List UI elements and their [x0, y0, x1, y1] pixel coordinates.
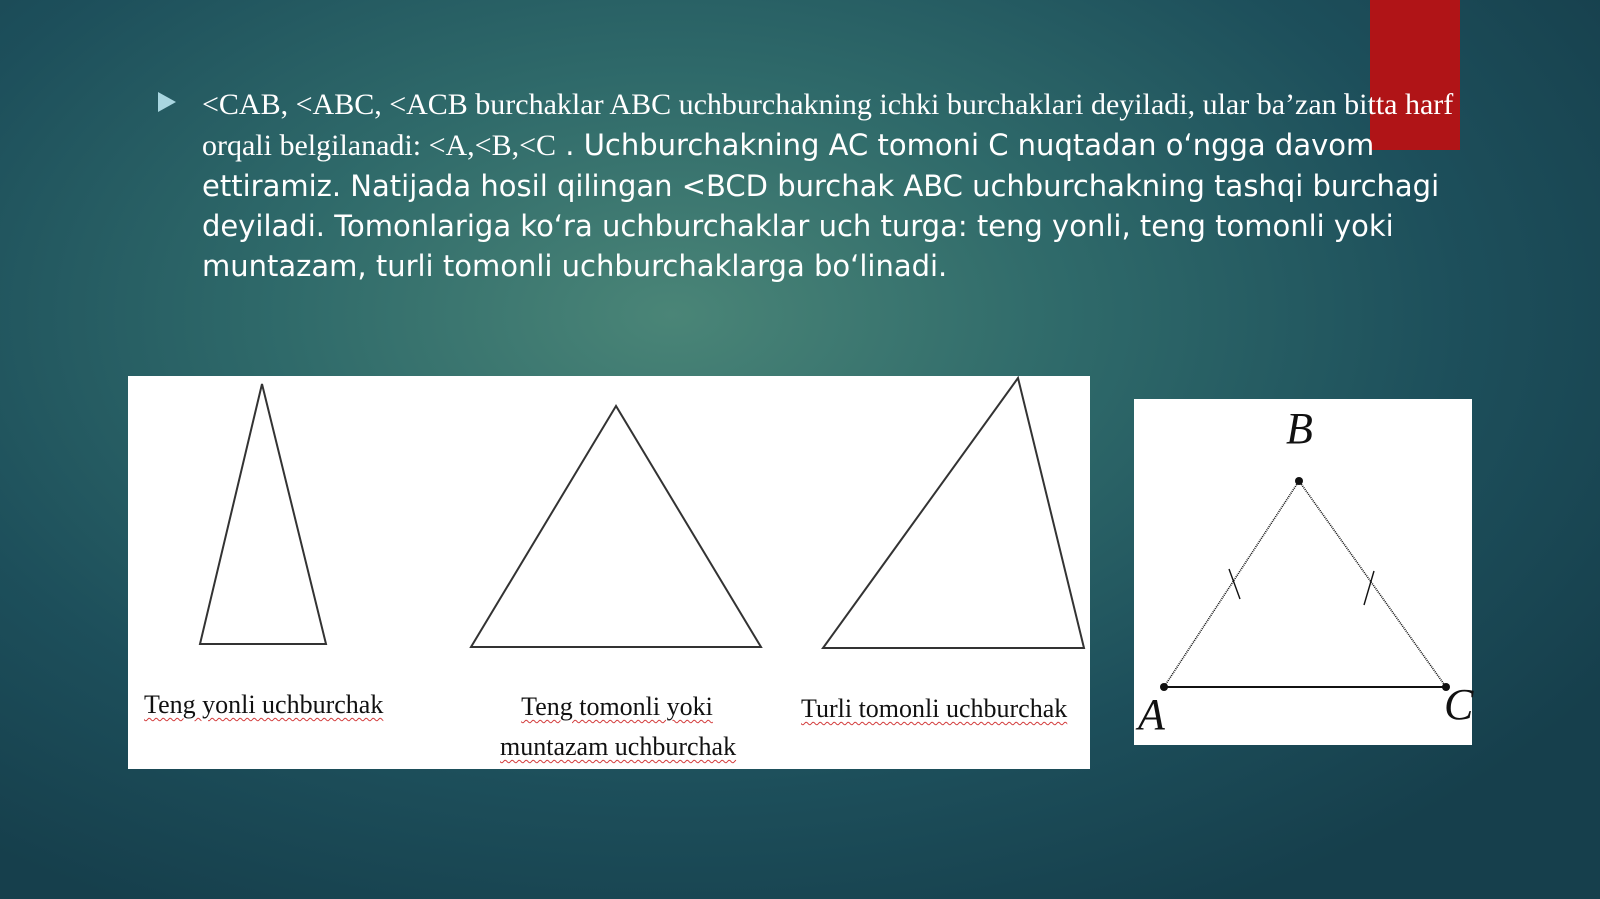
bullet-arrow-icon — [158, 92, 176, 112]
vertex-label-a: A — [1138, 690, 1165, 739]
side-ab — [1164, 481, 1299, 687]
vertex-label-c: C — [1444, 680, 1474, 729]
triangle-types-image — [128, 376, 1090, 769]
scalene-triangle — [823, 378, 1084, 648]
paragraph-serif-part: <CAB, <ABC, <ACB burchaklar ABC uchburchakning ichki burchaklari deyiladi, ular ba’zan bitta harf orqali belgilanadi: <A,<B,<C — [202, 88, 1454, 162]
paragraph-text — [202, 84, 1498, 286]
isosceles-triangle — [200, 384, 326, 644]
paragraph-sans-part: . Uchburchakning AC tomoni C nuqtadan o‘ngga davom ettiramiz. Natijada hosil qilingan <BCD burchak ABC uchburchakning tashqi burchagi deyiladi. Tomonlariga ko‘ra uchburchaklar uch turga: teng yonli, teng tomonli yoki muntazam, turli tomonli uchburchaklarga bo‘linadi. — [202, 128, 1440, 283]
point-b — [1295, 477, 1303, 485]
tick-mark-bc — [1364, 571, 1374, 605]
caption-scalene: Turli tomonli uchburchak — [801, 694, 1068, 723]
equilateral-triangle — [471, 406, 761, 647]
caption-equilateral-line2: muntazam uchburchak — [500, 732, 737, 761]
bullet-paragraph — [158, 84, 1498, 286]
caption-equilateral-line1: Teng tomonli yoki — [521, 692, 713, 721]
vertex-label-b: B — [1286, 404, 1313, 453]
side-bc — [1299, 481, 1446, 687]
triangle-abc-image — [1134, 399, 1472, 745]
caption-isosceles: Teng yonli uchburchak — [144, 690, 384, 719]
